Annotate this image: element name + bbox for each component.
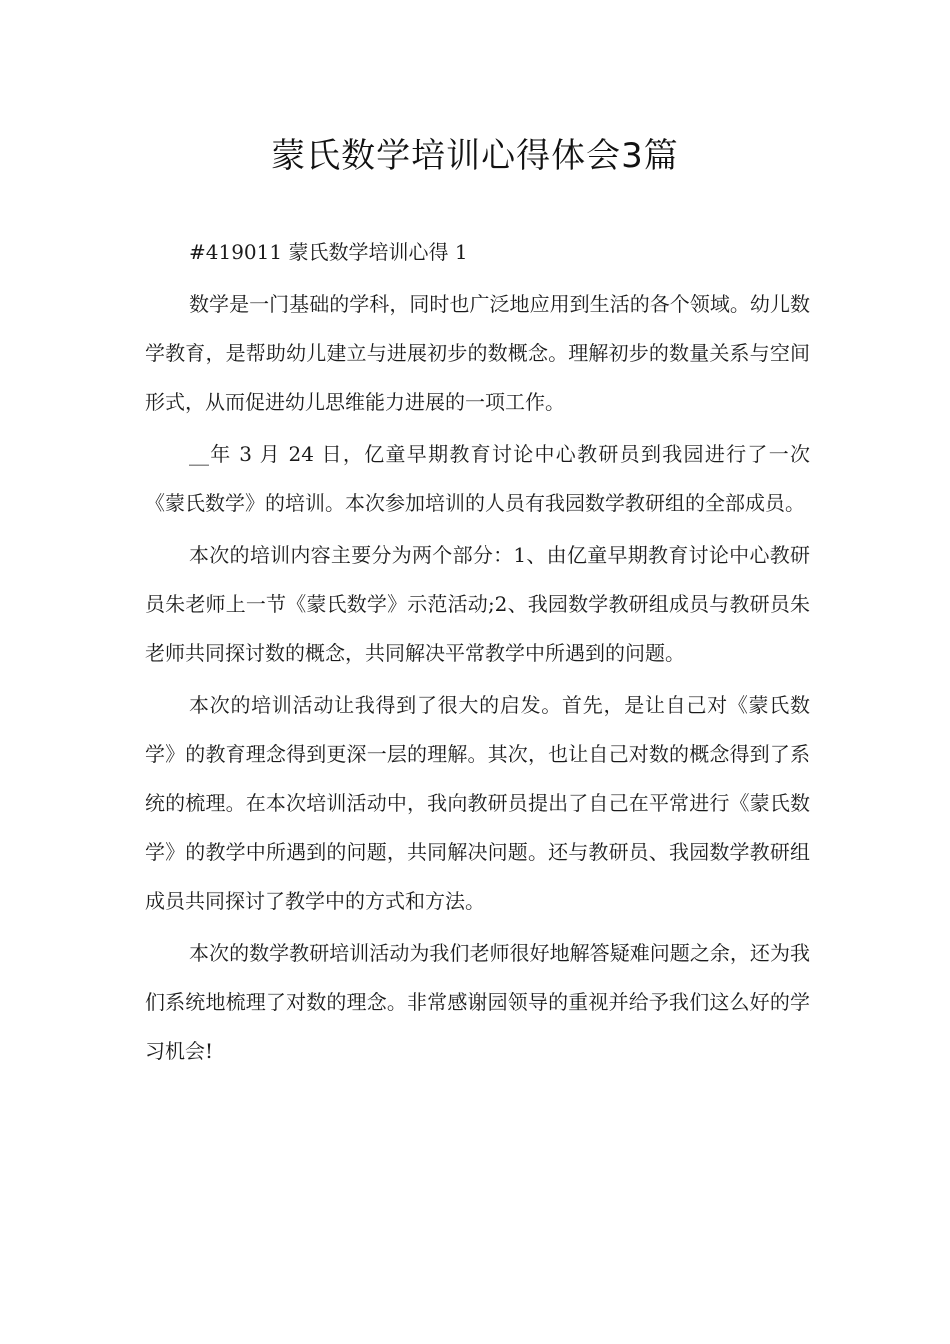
paragraph-5: 本次的数学教研培训活动为我们老师很好地解答疑难问题之余，还为我们系统地梳理了对数的理念。非常感谢园领导的重视并给予我们这么好的学习机会! bbox=[145, 941, 810, 1063]
document-title: 蒙氏数学培训心得体会3篇 bbox=[271, 136, 679, 176]
paragraph-4: 本次的培训活动让我得到了很大的启发。首先，是让自己对《蒙氏数学》的教育理念得到更深一层的理解。其次，也让自己对数的概念得到了系统的梳理。在本次培训活动中，我向教研员提出了自己在平常进行《蒙氏数学》的教学中所遇到的问题，共同解决问题。还与教研员、我园数学教研组成员共同探讨了教学中的方式和方法。 bbox=[145, 693, 810, 913]
document-body bbox=[145, 228, 810, 1078]
section-subheading: #419011 蒙氏数学培训心得 1 bbox=[189, 240, 468, 264]
paragraph-1: 数学是一门基础的学科，同时也广泛地应用到生活的各个领域。幼儿数学教育，是帮助幼儿建立与进展初步的数概念。理解初步的数量关系与空间形式，从而促进幼儿思维能力进展的一项工作。 bbox=[145, 292, 810, 414]
paragraph-3: 本次的培训内容主要分为两个部分：1、由亿童早期教育讨论中心教研员朱老师上一节《蒙氏数学》示范活动;2、我园数学教研组成员与教研员朱老师共同探讨数的概念，共同解决平常教学中所遇到的问题。 bbox=[145, 543, 810, 665]
paragraph-2: __年 3 月 24 日，亿童早期教育讨论中心教研员到我园进行了一次《蒙氏数学》的培训。本次参加培训的人员有我园数学教研组的全部成员。 bbox=[145, 442, 810, 515]
